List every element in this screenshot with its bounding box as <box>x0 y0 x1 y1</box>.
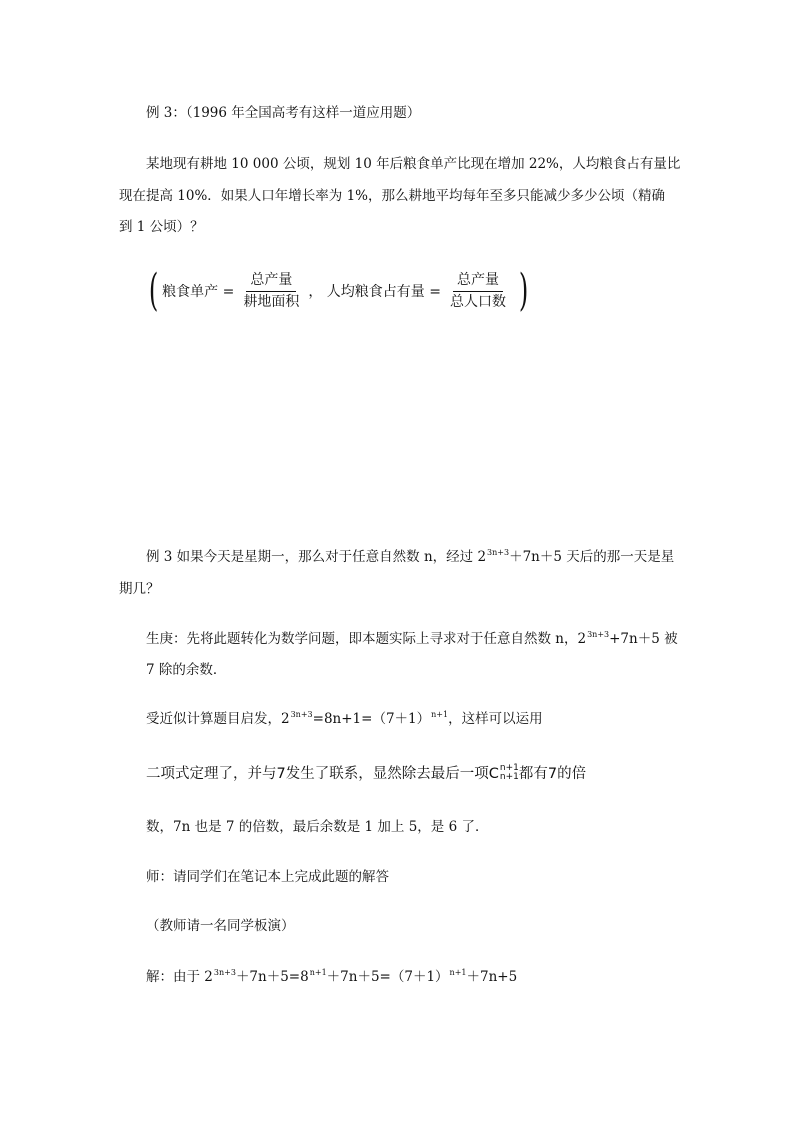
example3-title: 例 3：（1996 年全国高考有这样一道应用题） <box>146 105 421 121</box>
text-segment: ，这样可以运用 <box>448 711 543 727</box>
binomial-line <box>146 765 586 783</box>
text-segment: 解：由于 2 <box>146 969 213 985</box>
student-line-1 <box>146 630 678 650</box>
example3-question-line-1 <box>146 548 674 568</box>
exponent: n+1 <box>431 710 449 719</box>
fraction-denominator: 耕地面积 <box>243 293 300 310</box>
solution-line <box>146 968 517 988</box>
exponent: 3n+3 <box>587 630 610 639</box>
per-capita-fraction <box>446 272 510 311</box>
per-capita-label: ， 人均粮食占有量 = <box>308 284 441 300</box>
text-segment: 生庚：先将此题转化为数学问题，即本题实际上寻求对于任意自然数 n，2 <box>146 631 587 647</box>
grain-yield-label: 粮食单产 = <box>162 284 235 300</box>
text-segment: 受近似计算题目启发，2 <box>146 711 290 727</box>
exponent: n+1 <box>309 968 327 977</box>
problem-line-1: 某地现有耕地 10 000 公顷，规划 10 年后粮食单产比现在增加 22%，人均粮食占有量比 <box>146 156 681 172</box>
problem-line-2: 现在提高 10%．如果人口年增长率为 1%，那么耕地平均每年至多只能减少多少公顷（精确 <box>119 188 666 204</box>
exponent: 3n+3 <box>213 968 236 977</box>
text-segment: ＋7n＋5=8 <box>235 969 309 985</box>
exponent: n+1 <box>449 968 467 977</box>
text-segment: =8n+1=（7＋1） <box>312 711 431 727</box>
problem-line-3: 到 1 公顷）？ <box>119 219 204 235</box>
exponent: 3n+3 <box>487 548 510 557</box>
text-segment: ＋7n＋5=（7＋1） <box>326 969 449 985</box>
text-segment: 二项式定理了，并与7发生了联系，显然除去最后一项C <box>146 766 499 782</box>
student-line-2: 7 除的余数． <box>146 662 227 678</box>
fraction-numerator: 总产量 <box>453 272 503 292</box>
right-paren: ) <box>518 265 529 316</box>
text-segment: 都有7的倍 <box>518 766 587 782</box>
binomial-bottom: n+1 <box>499 772 519 782</box>
exponent: 3n+3 <box>290 710 313 719</box>
text-segment: +7n＋5 被 <box>609 631 678 647</box>
binomial-top: n+1 <box>499 763 519 773</box>
definition-formula <box>145 265 532 316</box>
binomial-coefficient-indices <box>500 764 519 782</box>
example3-question-line-2: 期几？ <box>119 581 160 597</box>
fraction-denominator: 总人口数 <box>450 293 506 310</box>
note-line: （教师请一名同学板演） <box>146 918 295 934</box>
teacher-line: 师：请同学们在笔记本上完成此题的解答 <box>146 869 389 885</box>
text-segment: ＋7n+5 <box>466 969 518 985</box>
grain-yield-fraction <box>239 272 303 311</box>
inspired-line <box>146 710 543 730</box>
left-paren: ( <box>148 265 159 316</box>
fraction-numerator: 总产量 <box>246 272 296 292</box>
multiple-line: 数，7n 也是 7 的倍数，最后余数是 1 加上 5，是 6 了． <box>146 819 489 835</box>
text-segment: 例 3 如果今天是星期一，那么对于任意自然数 n，经过 2 <box>146 549 487 565</box>
text-segment: ＋7n＋5 天后的那一天是星 <box>509 549 675 565</box>
